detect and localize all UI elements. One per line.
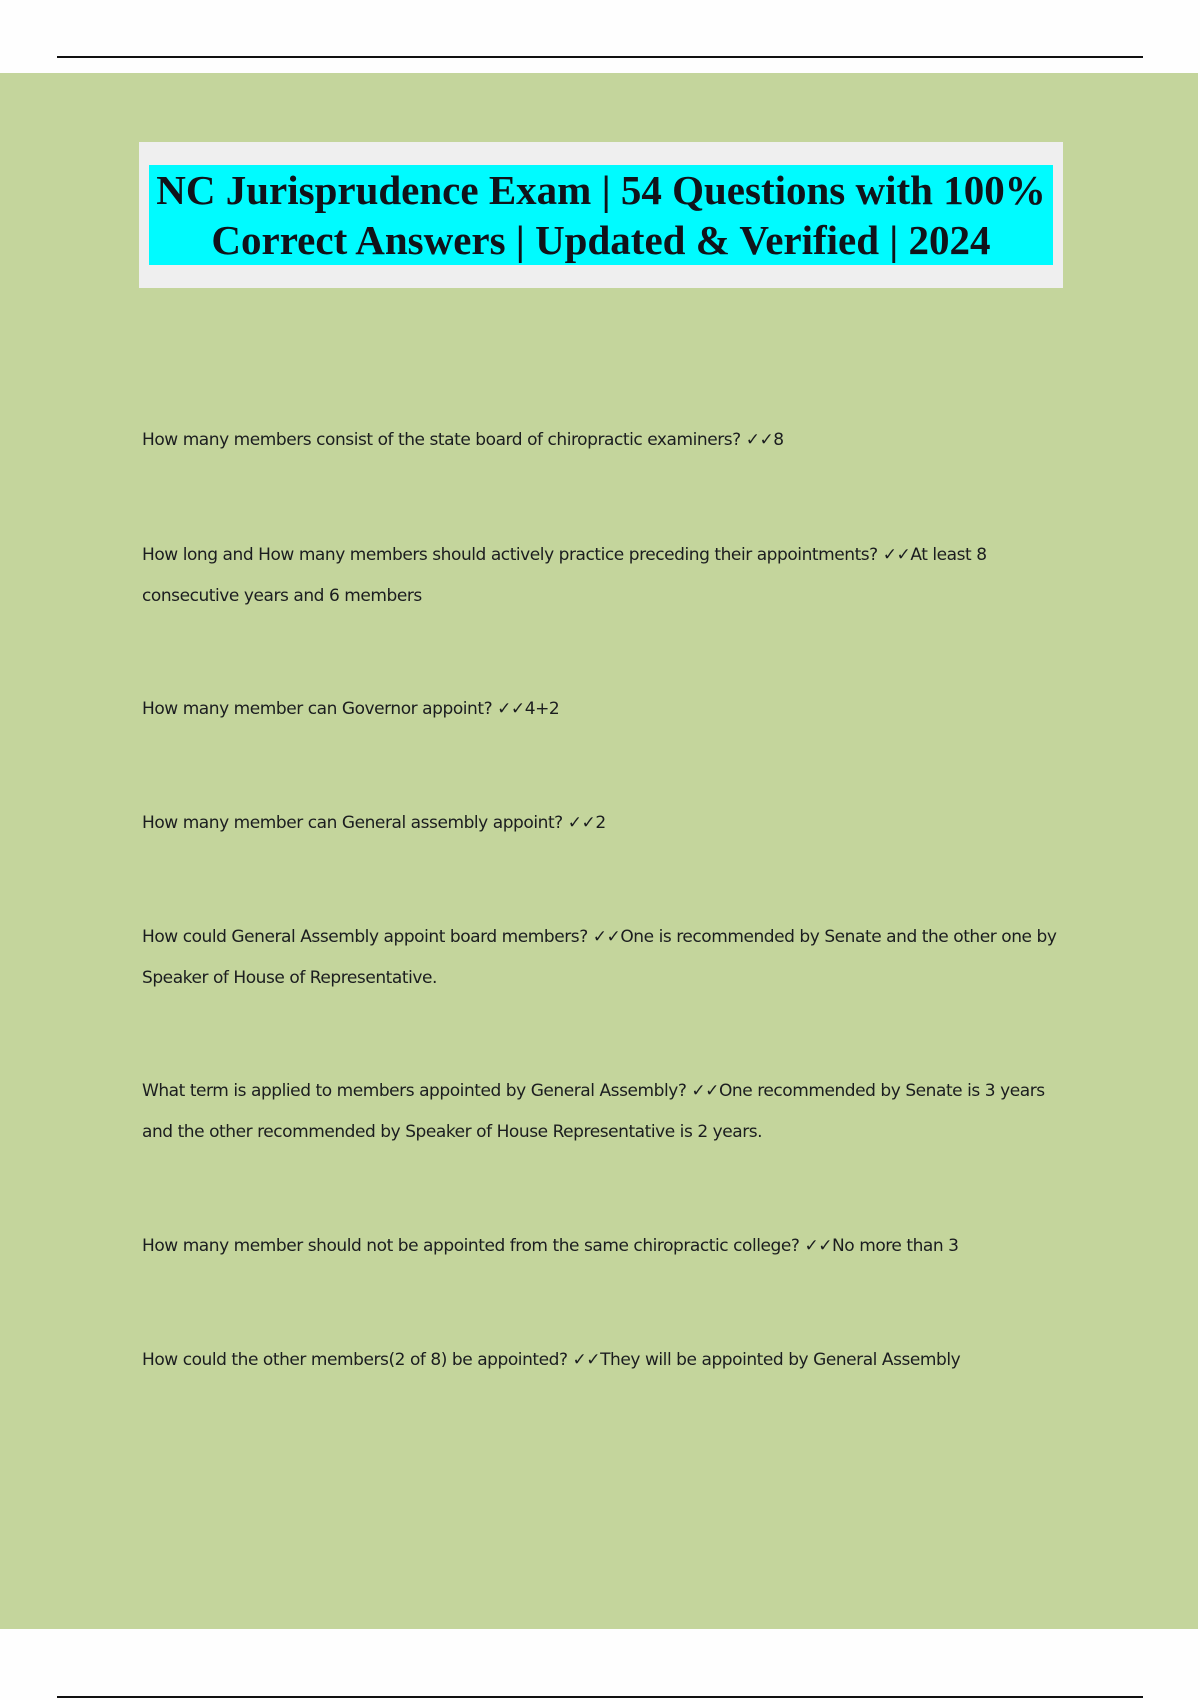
question-answer-3 [142, 689, 1062, 730]
question-answer-4 [142, 803, 1062, 844]
answer-text: 8 [773, 430, 784, 450]
answer-check-icon: ✓✓ [572, 1350, 601, 1370]
document-content-panel [0, 73, 1198, 1629]
question-text: How many members consist of the state board of chiropractic examiners? [142, 430, 741, 450]
answer-check-icon: ✓✓ [567, 813, 596, 833]
footer-rule [57, 1696, 1143, 1698]
question-answer-1 [142, 420, 1062, 461]
answer-text: They will be appointed by General Assembly [600, 1350, 961, 1370]
answer-check-icon: ✓✓ [691, 1081, 719, 1101]
question-text: What term is applied to members appointed by General Assembly? [142, 1081, 687, 1101]
question-answer-5 [142, 917, 1062, 999]
answer-check-icon: ✓✓ [592, 927, 621, 947]
document-title-box [139, 142, 1063, 288]
answer-check-icon: ✓✓ [497, 699, 525, 719]
answer-text: At least 8 consecutive years and 6 members [142, 545, 987, 606]
question-text: How could General Assembly appoint board members? [142, 927, 588, 947]
question-text: How many member can Governor appoint? [142, 699, 493, 719]
document-title: NC Jurisprudence Exam | 54 Questions with 100% Correct Answers | Updated & Verified | 2024 [149, 165, 1053, 265]
question-text: How could the other members(2 of 8) be appointed? [142, 1350, 568, 1370]
answer-text: 4+2 [524, 699, 560, 719]
answer-check-icon: ✓✓ [804, 1236, 833, 1256]
question-answer-6 [142, 1071, 1062, 1153]
answer-text: One recommended by Senate is 3 years and the other recommended by Speaker of House Representative is 2 years. [142, 1081, 1045, 1142]
question-answer-7 [142, 1226, 1062, 1267]
answer-check-icon: ✓✓ [745, 430, 774, 450]
answer-text: 2 [595, 813, 606, 833]
question-text: How long and How many members should actively practice preceding their appointments? [142, 545, 878, 565]
answer-check-icon: ✓✓ [882, 545, 911, 565]
question-text: How many member should not be appointed from the same chiropractic college? [142, 1236, 800, 1256]
header-rule [57, 56, 1143, 58]
answer-text: No more than 3 [832, 1236, 959, 1256]
question-answer-8 [142, 1340, 1062, 1381]
question-text: How many member can General assembly appoint? [142, 813, 563, 833]
question-answer-2 [142, 535, 1062, 617]
answer-text: One is recommended by Senate and the other one by Speaker of House of Representative. [142, 927, 1057, 988]
